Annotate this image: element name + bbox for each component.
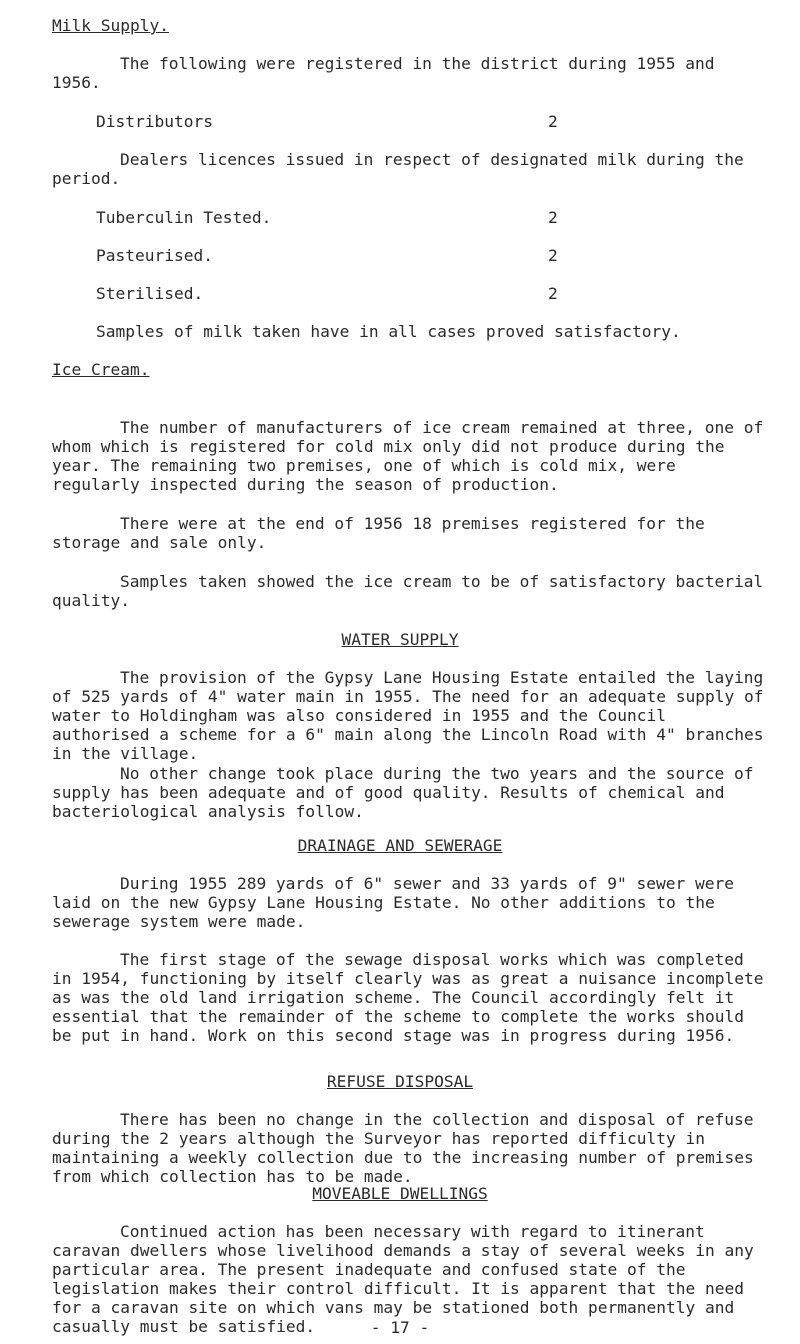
- refuse-para: There has been no change in the collection and disposal of refuse during the 2 years although the Surveyor has reported difficulty in maintaining a weekly collection due to the increasing number of premises from which collection has to be made.: [52, 1110, 764, 1186]
- water-supply-para: The provision of the Gypsy Lane Housing Estate entailed the laying of 525 yards of 4" water main in 1955. The need for an adequate supply of water to Holdingham was also considered in 1955 and the Council authorised a scheme for a 6" main along the Lincoln Road with 4" branches in the village.: [52, 668, 774, 763]
- milk-item-value: 2: [548, 284, 558, 303]
- milk-item-row: [0, 246, 800, 268]
- milk-item-label: Pasteurised.: [96, 246, 213, 265]
- milk-supply-intro: The following were registered in the district during 1955 and 1956.: [52, 54, 725, 92]
- water-supply-para: No other change took place during the two years and the source of supply has been adequate and of good quality. Results of chemical and bacteriological analysis follow.: [52, 764, 764, 821]
- milk-supply-heading: Milk Supply.: [52, 16, 169, 35]
- milk-item-label: Tuberculin Tested.: [96, 208, 272, 227]
- water-supply-heading: WATER SUPPLY: [341, 630, 459, 649]
- milk-item-value: 2: [548, 246, 558, 265]
- distributors-row: [0, 112, 800, 134]
- milk-item-row: [0, 208, 800, 230]
- ice-cream-heading: Ice Cream.: [52, 360, 150, 379]
- milk-item-label: Sterilised.: [96, 284, 204, 303]
- refuse-heading: REFUSE DISPOSAL: [326, 1072, 474, 1091]
- drainage-para: The first stage of the sewage disposal works which was completed in 1954, functioning by itself clearly was as great a nuisance incomplete as was the old land irrigation scheme. The Council accordingly felt it essential that the remainder of the scheme to complete the works should be put in hand. Work on this second stage was in progress during 1956.: [52, 950, 774, 1045]
- drainage-heading: DRAINAGE AND SEWERAGE: [297, 836, 503, 855]
- milk-item-value: 2: [548, 208, 558, 227]
- dealers-text: Dealers licences issued in respect of designated milk during the period.: [52, 150, 754, 188]
- drainage-para: During 1955 289 yards of 6" sewer and 33 yards of 9" sewer were laid on the new Gypsy Lane Housing Estate. No other additions to the sewerage system were made.: [52, 874, 744, 931]
- milk-samples-text: Samples of milk taken have in all cases proved satisfactory.: [96, 322, 681, 341]
- distributors-value: 2: [548, 112, 558, 131]
- ice-cream-para: Samples taken showed the ice cream to be of satisfactory bacterial quality.: [52, 572, 773, 610]
- movable-dwellings-para: Continued action has been necessary with regard to itinerant caravan dwellers whose livelihood demands a stay of several weeks in any particular area. The present inadequate and confused state of the legislation makes their control difficult. It is apparent that the need for a caravan site on which vans may be stationed both permanently and casually must be satisfied.: [52, 1222, 764, 1336]
- ice-cream-para: The number of manufacturers of ice cream remained at three, one of whom which is registered for cold mix only did not produce during the year. The remaining two premises, one of which is cold mix, were regularly inspected during the season of production.: [52, 418, 773, 494]
- movable-dwellings-heading: MOVEABLE DWELLINGS: [312, 1184, 488, 1203]
- distributors-label: Distributors: [96, 112, 213, 131]
- ice-cream-para: There were at the end of 1956 18 premises registered for the storage and sale only.: [52, 514, 715, 552]
- page-number: - 17 -: [370, 1318, 430, 1337]
- milk-item-row: [0, 284, 800, 306]
